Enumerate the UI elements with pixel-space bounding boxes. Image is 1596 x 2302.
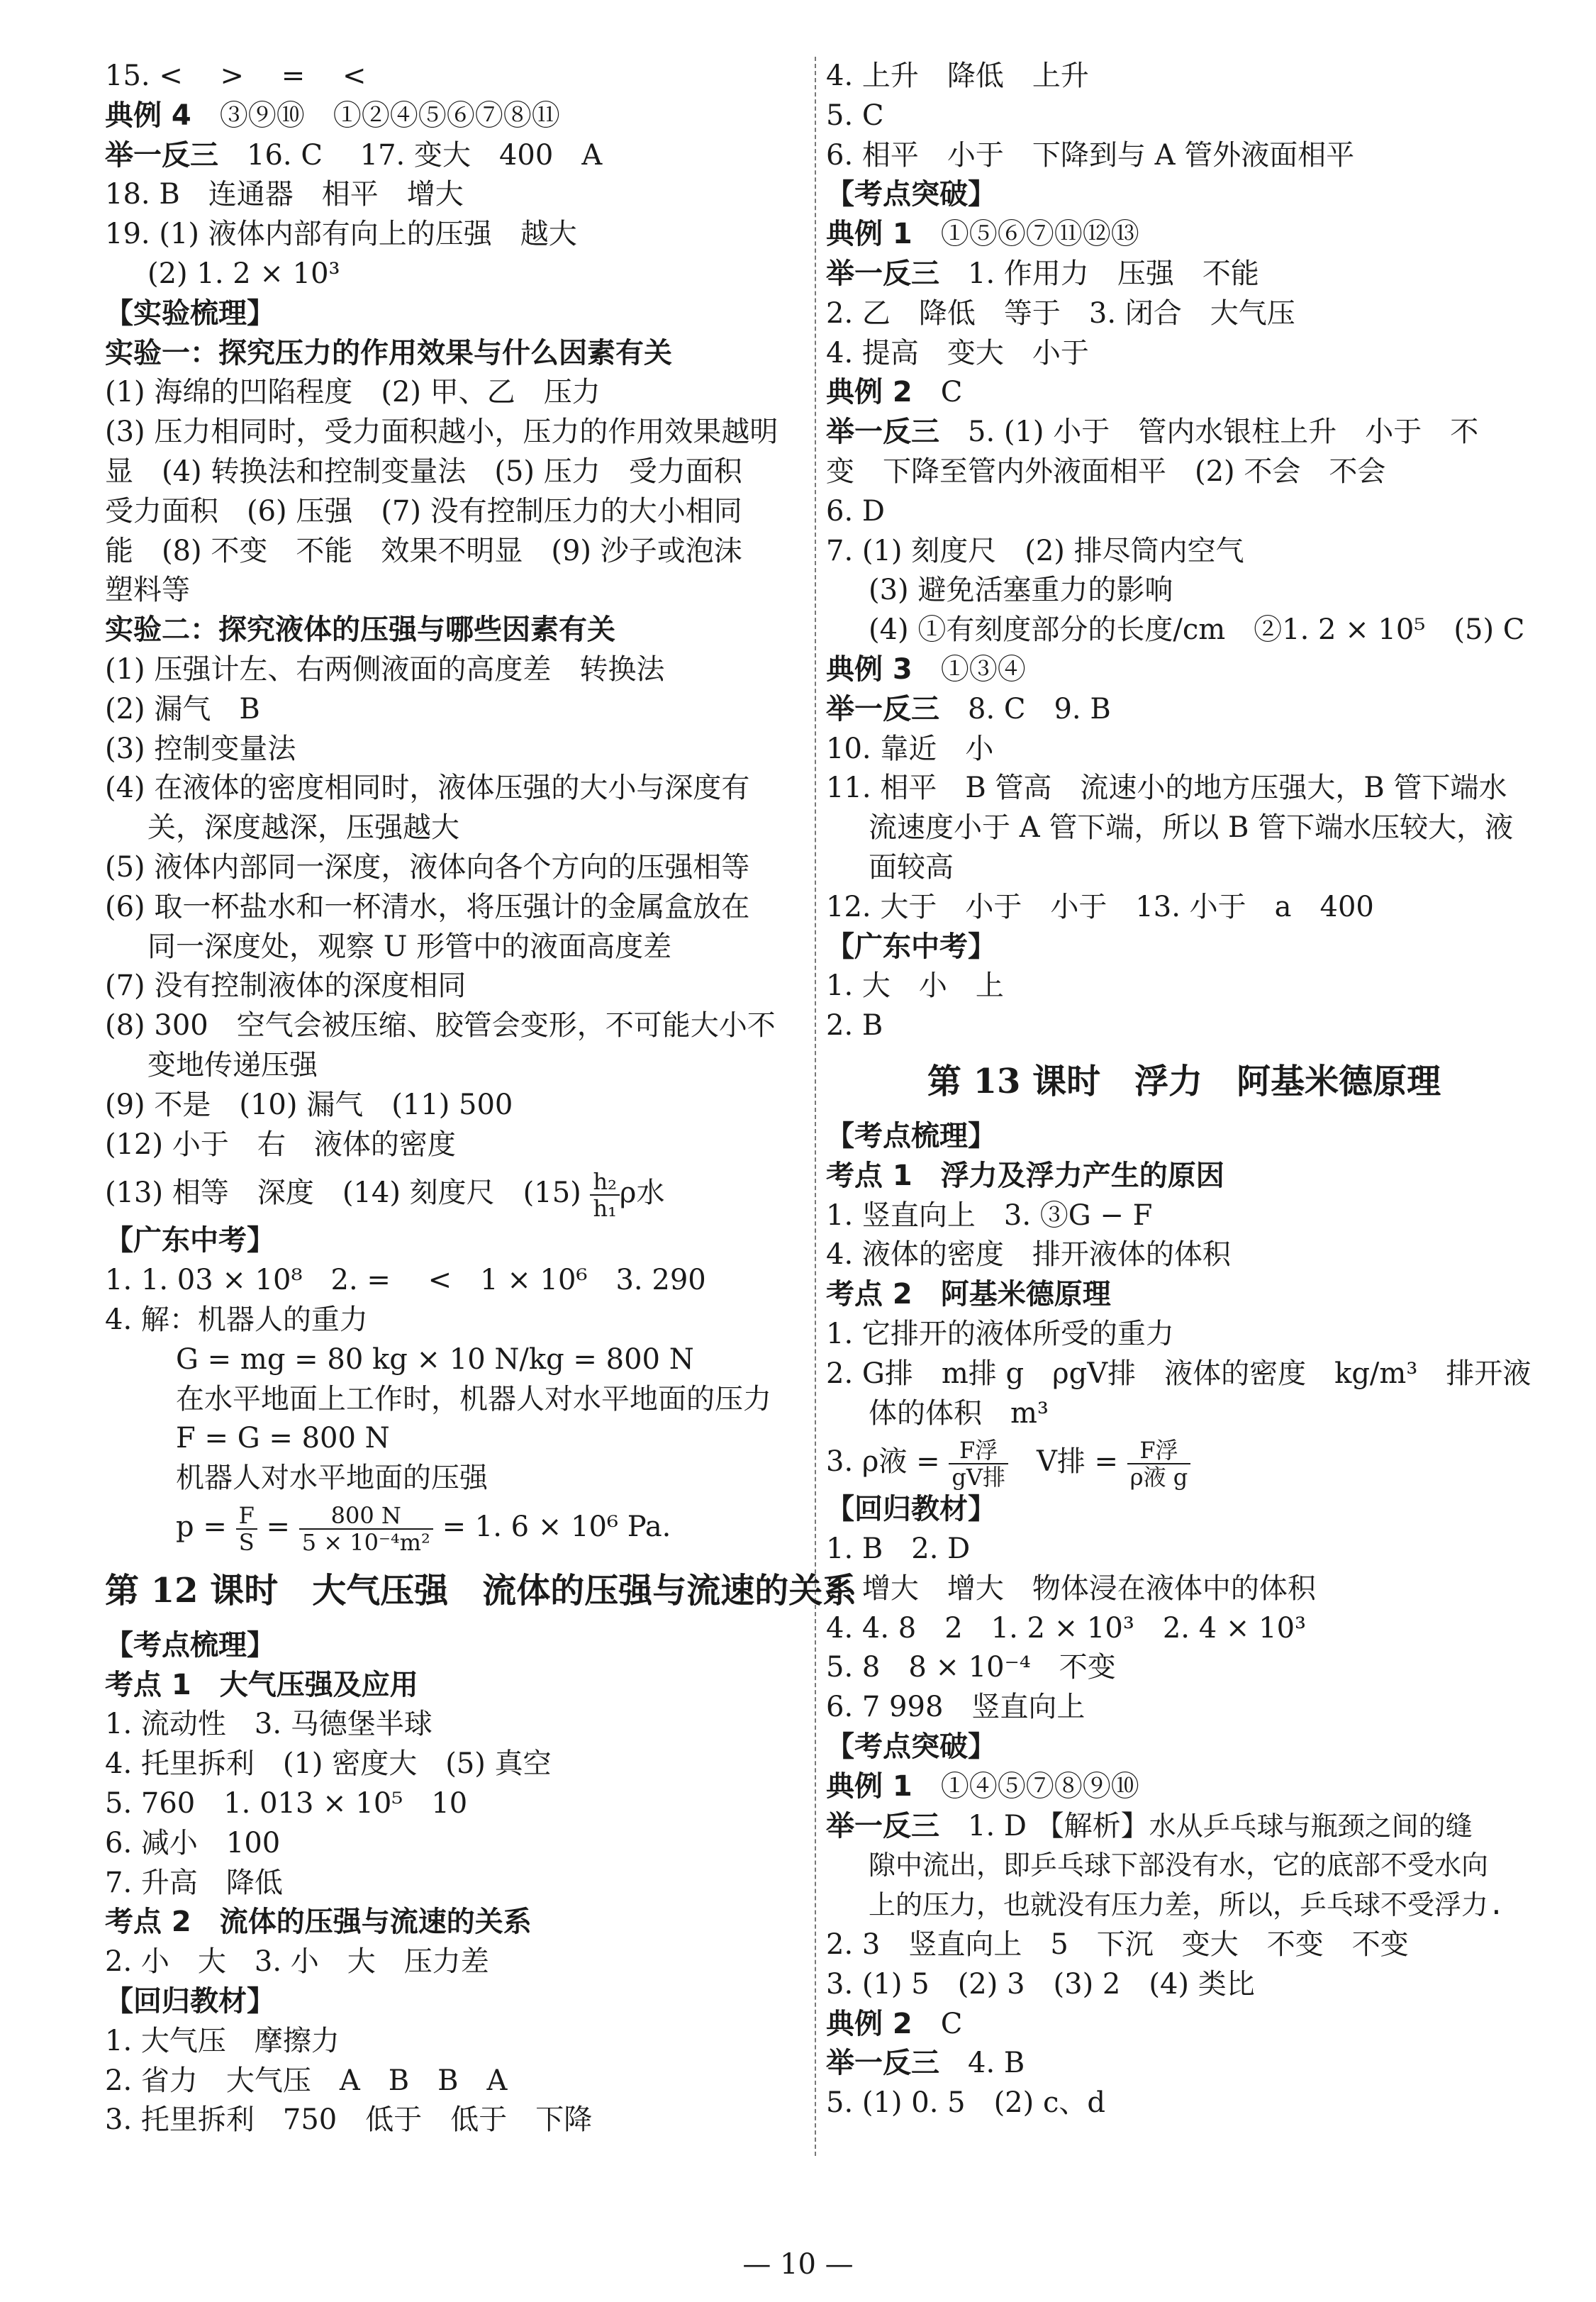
answer-line: (4) ①有刻度部分的长度/cm ②1. 2 × 10⁵ (5) C xyxy=(869,613,1525,647)
answer-line: (3) 避免活塞重力的影响 xyxy=(869,574,1173,607)
topic-heading: 考点 1 浮力及浮力产生的原因 xyxy=(826,1159,1224,1192)
answer-line: 4. 提高 变大 小于 xyxy=(826,336,1089,369)
answer-line: 5. (1) 0. 5 (2) c、d xyxy=(826,2086,1105,2120)
answer-line: 19. (1) 液体内部有向上的压强 越大 xyxy=(105,218,577,251)
answer-line xyxy=(105,1164,803,1221)
answer-text: 4. B xyxy=(939,2047,1025,2080)
answer-line xyxy=(826,215,1542,255)
fraction xyxy=(236,1503,257,1555)
answer-line: 1. 大 小 上 xyxy=(826,969,1004,1003)
answer-line: 1. 它排开的液体所受的重力 xyxy=(826,1317,1174,1350)
answer-line xyxy=(105,136,803,176)
answer-line xyxy=(826,650,1542,690)
topic-heading: 考点 1 大气压强及应用 xyxy=(105,1668,418,1701)
answer-line: 4. 上升 降低 上升 xyxy=(826,60,1089,92)
example-label: 典例 3 xyxy=(826,652,913,686)
fraction xyxy=(590,1169,619,1221)
practice-label: 举一反三 xyxy=(105,138,218,172)
denominator: h₁ xyxy=(593,1195,617,1223)
answer-text: C xyxy=(912,2007,963,2040)
answer-line: 显 (4) 转换法和控制变量法 (5) 压力 受力面积 xyxy=(105,455,742,488)
answer-line: (3) 控制变量法 xyxy=(105,732,296,765)
answer-text: ρ水 xyxy=(619,1177,665,1210)
answer-line: 2. 省力 大气压 A B B A xyxy=(105,2064,508,2097)
answer-line: 塑料等 xyxy=(105,574,190,607)
example-label: 典例 1 xyxy=(826,1769,913,1803)
answer-line: 10. 靠近 小 xyxy=(826,732,994,765)
practice-label: 举一反三 xyxy=(826,2047,939,2080)
answer-line: 1. 流动性 3. 马德堡半球 xyxy=(105,1708,433,1741)
subsection-heading: 实验二：探究液体的压强与哪些因素有关 xyxy=(105,613,615,647)
answer-line: 3. 增大 增大 物体浸在液体中的体积 xyxy=(826,1572,1316,1605)
answer-line: (1) 压强计左、右两侧液面的高度差 转换法 xyxy=(105,652,665,686)
answer-line: 11. 相平 B 管高 流速小的地方压强大，B 管下端水 xyxy=(826,772,1507,805)
formula-text: p = xyxy=(176,1510,227,1543)
answer-line: 3. 托里拆利 750 低于 低于 下降 xyxy=(105,2103,593,2137)
answer-text: (13) 相等 深度 (14) 刻度尺 (15) xyxy=(105,1177,581,1210)
answer-line: (9) 不是 (10) 漏气 (11) 500 xyxy=(105,1088,513,1121)
answer-line: (5) 液体内部同一深度，液体向各个方向的压强相等 xyxy=(105,850,750,884)
fraction xyxy=(1127,1438,1190,1490)
numerator: F xyxy=(236,1503,257,1530)
answer-line: (7) 没有控制液体的深度相同 xyxy=(105,969,467,1003)
practice-label: 举一反三 xyxy=(826,692,939,725)
formula-text: = 1. 6 × 10⁶ Pa. xyxy=(442,1510,671,1543)
answer-line: 4. 4. 8 2 1. 2 × 10³ 2. 4 × 10³ xyxy=(826,1611,1307,1645)
numerator: h₂ xyxy=(590,1169,619,1196)
answer-line: 5. 760 1. 013 × 10⁵ 10 xyxy=(105,1787,468,1820)
answer-line: (2) 漏气 B xyxy=(105,692,260,725)
formula-line: F = G = 800 N xyxy=(176,1422,390,1455)
answer-text: ①④⑤⑦⑧⑨⑩ xyxy=(912,1769,1139,1803)
section-heading: 【广东中考】 xyxy=(826,930,996,963)
answer-line: 2. 乙 降低 等于 3. 闭合 大气压 xyxy=(826,296,1295,330)
numerator: F浮 xyxy=(949,1438,1008,1464)
answer-line: (2) 1. 2 × 10³ xyxy=(147,257,340,290)
answer-text: 16. C 17. 变大 400 A xyxy=(218,138,603,172)
answer-line: 关，深度越深，压强越大 xyxy=(147,811,459,845)
answer-line xyxy=(826,255,1542,294)
section-heading: 【考点梳理】 xyxy=(105,1628,275,1662)
column-divider xyxy=(815,57,816,2156)
formula-line xyxy=(105,1498,803,1555)
answer-line: 5. 8 8 × 10⁻⁴ 不变 xyxy=(826,1651,1116,1684)
answer-line xyxy=(826,1807,1542,1847)
right-column xyxy=(826,57,1542,2123)
fraction xyxy=(299,1503,433,1555)
section-heading: 【回归教材】 xyxy=(826,1493,996,1526)
answer-line: 12. 大于 小于 小于 13. 小于 a 400 xyxy=(826,890,1374,923)
formula-text: = xyxy=(266,1510,290,1543)
answer-line xyxy=(826,1767,1542,1807)
answer-line: 1. 大气压 摩擦力 xyxy=(105,2024,340,2057)
answer-line: 7. 升高 降低 xyxy=(105,1866,283,1899)
answer-line: 能 (8) 不变 不能 效果不明显 (9) 沙子或泡沫 xyxy=(105,534,742,567)
answer-line: 6. 相平 小于 下降到与 A 管外液面相平 xyxy=(826,138,1355,172)
numerator: F浮 xyxy=(1127,1438,1190,1464)
lesson-title: 第 13 课时 浮力 阿基米德原理 xyxy=(927,1061,1441,1101)
answer-line: 4. 液体的密度 排开液体的体积 xyxy=(826,1238,1231,1272)
denominator: ρ液 g xyxy=(1129,1464,1188,1491)
answer-line: 5. C xyxy=(826,99,884,132)
section-heading: 【考点梳理】 xyxy=(826,1119,996,1152)
answer-text: 5. (1) 小于 管内水银柱上升 小于 不 xyxy=(939,416,1479,449)
answer-line xyxy=(826,2005,1542,2045)
answer-line xyxy=(826,413,1542,452)
answer-text: 1. D 【解析】 xyxy=(939,1809,1149,1842)
answer-line: (4) 在液体的密度相同时，液体压强的大小与深度有 xyxy=(105,772,750,805)
example-label: 典例 2 xyxy=(826,2007,913,2040)
example-label: 典例 4 xyxy=(105,99,191,132)
answer-line: 同一深度处，观察 U 形管中的液面高度差 xyxy=(147,930,672,963)
section-heading: 【广东中考】 xyxy=(105,1224,275,1257)
answer-line: 在水平地面上工作时，机器人对水平地面的压力 xyxy=(176,1382,771,1416)
answer-line xyxy=(826,373,1542,413)
formula-line xyxy=(826,1433,1542,1490)
answer-text: ①⑤⑥⑦⑪⑫⑬ xyxy=(912,218,1139,251)
answer-text: C xyxy=(912,376,963,409)
analysis-text: 水从乒乓球与瓶颈之间的缝 xyxy=(1149,1810,1473,1842)
formula-line: G = mg = 80 kg × 10 N/kg = 800 N xyxy=(176,1342,694,1376)
answer-line: 6. 7 998 竖直向上 xyxy=(826,1691,1086,1724)
lesson-title: 第 12 课时 大气压强 流体的压强与流速的关系 xyxy=(105,1570,857,1611)
answer-line: 1. B 2. D xyxy=(826,1533,971,1566)
answer-line: 1. 竖直向上 3. ③G − F xyxy=(826,1199,1153,1232)
answer-line: 2. 3 竖直向上 5 下沉 变大 不变 不变 xyxy=(826,1928,1409,1962)
answer-line xyxy=(105,96,803,136)
answer-text: ③⑨⑩ ①②④⑤⑥⑦⑧⑪ xyxy=(191,99,560,132)
answer-line xyxy=(826,2044,1542,2084)
answer-line: 机器人对水平地面的压强 xyxy=(176,1462,488,1495)
answer-line: 7. (1) 刻度尺 (2) 排尽筒内空气 xyxy=(826,534,1244,567)
answer-line: 流速度小于 A 管下端，所以 B 管下端水压较大，液 xyxy=(869,811,1514,845)
numerator: 800 N xyxy=(299,1503,433,1530)
answer-line: (8) 300 空气会被压缩、胶管会变形，不可能大小不 xyxy=(105,1009,776,1042)
denominator: gV排 xyxy=(952,1464,1005,1491)
practice-label: 举一反三 xyxy=(826,1809,939,1842)
section-heading: 【考点突破】 xyxy=(826,178,996,211)
section-heading: 【考点突破】 xyxy=(826,1730,996,1764)
answer-line xyxy=(826,690,1542,730)
answer-text: 8. C 9. B xyxy=(939,692,1111,725)
denominator: 5 × 10⁻⁴m² xyxy=(301,1528,430,1556)
answer-line: 3. (1) 5 (2) 3 (3) 2 (4) 类比 xyxy=(826,1967,1255,2001)
answer-line: 2. G排 m排 g ρgV排 液体的密度 kg/m³ 排开液 xyxy=(826,1357,1531,1390)
example-label: 典例 1 xyxy=(826,218,913,251)
answer-line: 1. 1. 03 × 10⁸ 2. = < 1 × 10⁶ 3. 290 xyxy=(105,1264,706,1297)
answer-line: 面较高 xyxy=(869,850,954,884)
section-heading: 【实验梳理】 xyxy=(105,296,275,330)
answer-line: 6. D xyxy=(826,494,885,528)
formula-text: V排 = xyxy=(1036,1445,1119,1479)
answer-line: (6) 取一杯盐水和一杯清水，将压强计的金属盒放在 xyxy=(105,890,750,923)
subsection-heading: 实验一：探究压力的作用效果与什么因素有关 xyxy=(105,336,672,369)
answer-line: 2. 小 大 3. 小 大 压力差 xyxy=(105,1945,489,1979)
analysis-line: 隙中流出，即乒乓球下部没有水，它的底部不受水向 xyxy=(869,1850,1489,1881)
answer-line: 2. B xyxy=(826,1009,883,1042)
practice-label: 举一反三 xyxy=(826,257,939,290)
answer-line: 变 下降至管内外液面相平 (2) 不会 不会 xyxy=(826,455,1386,488)
answer-line: (1) 海绵的凹陷程度 (2) 甲、乙 压力 xyxy=(105,376,601,409)
answer-line: 15. < > = < xyxy=(105,60,367,92)
analysis-line: 上的压力，也就没有压力差，所以，乒乓球不受浮力. xyxy=(869,1889,1505,1921)
page-number: — 10 — xyxy=(742,2248,854,2281)
answer-line: 受力面积 (6) 压强 (7) 没有控制压力的大小相同 xyxy=(105,494,742,528)
section-heading: 【回归教材】 xyxy=(105,1985,275,2018)
answer-text: ①③④ xyxy=(912,652,1026,686)
answer-text: 1. 作用力 压强 不能 xyxy=(939,257,1259,290)
answer-line: 4. 托里拆利 (1) 密度大 (5) 真空 xyxy=(105,1747,552,1781)
answer-line: (3) 压力相同时，受力面积越小，压力的作用效果越明 xyxy=(105,416,779,449)
answer-line: 变地传递压强 xyxy=(147,1048,318,1082)
formula-text: 3. ρ液 = xyxy=(826,1445,940,1479)
topic-heading: 考点 2 阿基米德原理 xyxy=(826,1278,1111,1311)
topic-heading: 考点 2 流体的压强与流速的关系 xyxy=(105,1906,532,1939)
answer-line: 4. 解：机器人的重力 xyxy=(105,1303,368,1336)
answer-line: 体的体积 m³ xyxy=(869,1396,1049,1430)
fraction xyxy=(949,1438,1008,1490)
practice-label: 举一反三 xyxy=(826,416,939,449)
answer-line: (12) 小于 右 液体的密度 xyxy=(105,1128,456,1161)
answer-line: 18. B 连通器 相平 增大 xyxy=(105,178,464,211)
denominator: S xyxy=(238,1528,255,1556)
example-label: 典例 2 xyxy=(826,376,913,409)
answer-line: 6. 减小 100 xyxy=(105,1826,281,1859)
